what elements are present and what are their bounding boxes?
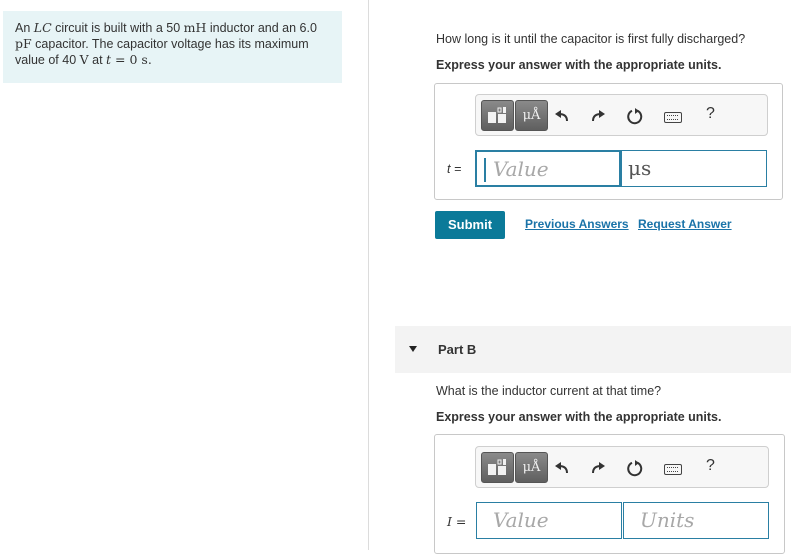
units-placeholder: Units	[640, 508, 695, 532]
part-b-toolbar	[475, 446, 769, 488]
problem-text: circuit is built with a 50	[51, 21, 184, 35]
problem-math: mH	[183, 20, 207, 35]
part-b-value-input[interactable]	[476, 502, 622, 539]
part-b-answer-box	[434, 434, 785, 554]
problem-line-2	[15, 36, 336, 52]
problem-text: value of 40	[15, 53, 80, 67]
keyboard-icon[interactable]	[664, 112, 682, 123]
redo-icon[interactable]	[589, 107, 607, 125]
templates-icon	[482, 453, 513, 482]
value-placeholder: Value	[493, 157, 549, 181]
part-a-instruction: Express your answer with the appropriate units.	[436, 58, 722, 72]
problem-line-1	[15, 11, 336, 36]
undo-icon[interactable]	[553, 459, 571, 477]
templates-button[interactable]	[481, 452, 514, 483]
help-button[interactable]: ?	[706, 105, 715, 122]
submit-button[interactable]: Submit	[435, 211, 505, 239]
units-symbol-button[interactable]	[515, 452, 548, 483]
units-value: μs	[628, 156, 652, 180]
units-symbol-button[interactable]	[515, 100, 548, 131]
request-answer-link[interactable]: Request Answer	[638, 217, 732, 231]
part-a-answer-box	[434, 83, 783, 200]
templates-icon	[482, 101, 513, 130]
value-placeholder: Value	[493, 508, 549, 532]
part-a-units-input[interactable]	[621, 150, 767, 187]
part-a-value-input[interactable]	[475, 150, 621, 187]
problem-math: LC	[33, 20, 52, 35]
problem-math: t	[106, 52, 112, 67]
units-symbol-label: μÅ	[522, 108, 541, 123]
help-button[interactable]: ?	[706, 457, 715, 474]
templates-button[interactable]	[481, 100, 514, 131]
variable-label-text: I =	[447, 514, 467, 529]
collapse-arrow-icon[interactable]	[409, 346, 417, 352]
part-b-variable-label	[447, 514, 466, 529]
redo-icon[interactable]	[589, 459, 607, 477]
previous-answers-link[interactable]: Previous Answers	[525, 217, 629, 231]
part-b-question: What is the inductor current at that time?	[436, 384, 662, 398]
problem-math: = 0 s.	[111, 52, 152, 67]
problem-statement	[3, 11, 342, 83]
problem-line-3	[15, 52, 336, 68]
variable-label-text: t =	[447, 162, 462, 176]
part-a-question: How long is it until the capacitor is first fully discharged?	[436, 32, 746, 46]
problem-math: V	[79, 52, 89, 67]
part-b-instruction: Express your answer with the appropriate units.	[436, 410, 722, 424]
undo-icon[interactable]	[553, 107, 571, 125]
keyboard-icon[interactable]	[664, 464, 682, 475]
reset-icon[interactable]	[626, 459, 644, 477]
problem-text: at	[88, 53, 107, 67]
text-caret	[484, 158, 486, 182]
problem-text: capacitor. The capacitor voltage has its maximum	[31, 37, 309, 51]
problem-text: An	[15, 21, 34, 35]
problem-math: pF	[15, 36, 32, 51]
problem-text: inductor and an 6.0	[206, 21, 317, 35]
units-symbol-label: μÅ	[522, 460, 541, 475]
reset-icon[interactable]	[626, 107, 644, 125]
panel-divider	[368, 0, 369, 550]
part-b-units-input[interactable]	[623, 502, 769, 539]
part-b-title[interactable]: Part B	[438, 342, 477, 357]
part-a-variable-label	[447, 162, 461, 176]
part-a-toolbar	[475, 94, 768, 136]
